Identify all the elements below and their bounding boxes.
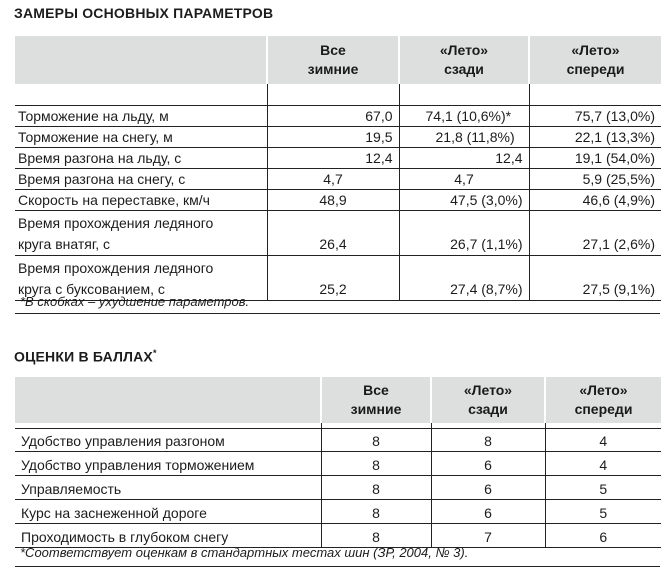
cell-summer-rear: 47,5 (3,0%) [399,189,529,210]
cell-summer-front: 75,7 (13,0%) [529,105,661,126]
cell-summer-rear: 12,4 [399,147,529,168]
row-label: Время прохождения ледяного круга внатяг, с [15,210,267,255]
cell-all-winter: 25,2 [267,255,399,300]
cell-all-winter: 8 [321,523,431,547]
cell-summer-rear: 6 [431,451,545,475]
row-label: Удобство управления торможением [15,451,321,475]
table-row [15,499,661,523]
table-row [15,189,661,210]
cell-summer-front: 22,1 (13,3%) [529,126,661,147]
scores-table [15,377,661,548]
cell-all-winter: 8 [321,451,431,475]
header-all-winter: Все зимние [267,36,399,84]
header-summer-front: «Лето» спереди [545,377,661,423]
cell-summer-front: 5 [545,499,661,523]
scores-footnote: *Соответствует оценкам в стандартных тестах шин (ЗР, 2004, № 3). [20,545,469,560]
header-summer-front: «Лето» спереди [529,36,661,84]
cell-summer-front: 4 [545,451,661,475]
cell-all-winter: 8 [321,428,431,451]
cell-all-winter: 67,0 [267,105,399,126]
row-label: Торможение на льду, м [15,105,267,126]
spacer-row [15,84,661,105]
cell-all-winter: 19,5 [267,126,399,147]
table-row [15,147,661,168]
cell-summer-rear: 26,7 (1,1%) [399,210,529,255]
table-row [15,523,661,547]
cell-all-winter: 12,4 [267,147,399,168]
measurements-footnote: *В скобках – ухудшение параметров. [20,294,250,309]
measurements-header-row [15,36,661,84]
row-label: Скорость на переставке, км/ч [15,189,267,210]
scores-footnote-divider [15,566,660,567]
measurements-table [15,36,661,301]
cell-summer-rear: 21,8 (11,8%) [399,126,529,147]
measurements-title: ЗАМЕРЫ ОСНОВНЫХ ПАРАМЕТРОВ [14,5,274,21]
table-row [15,475,661,499]
cell-summer-rear: 6 [431,475,545,499]
cell-summer-front: 46,6 (4,9%) [529,189,661,210]
table-row [15,428,661,451]
table-row [15,451,661,475]
cell-summer-front: 4 [545,428,661,451]
footnote-divider [15,313,660,314]
cell-summer-front: 27,5 (9,1%) [529,255,661,300]
row-label: Время разгона на снегу, с [15,168,267,189]
row-label: Управляемость [15,475,321,499]
cell-summer-rear: 4,7 [399,168,529,189]
cell-summer-rear: 8 [431,428,545,451]
cell-summer-front: 27,1 (2,6%) [529,210,661,255]
cell-summer-front: 5 [545,475,661,499]
row-label: Торможение на снегу, м [15,126,267,147]
table-row [15,126,661,147]
scores-header-row [15,377,661,423]
cell-summer-rear: 7 [431,523,545,547]
cell-all-winter: 8 [321,499,431,523]
cell-summer-rear: 27,4 (8,7%) [399,255,529,300]
row-label: Курс на заснеженной дороге [15,499,321,523]
row-label: Удобство управления разгоном [15,428,321,451]
cell-summer-rear: 74,1 (10,6%)* [399,105,529,126]
cell-all-winter: 26,4 [267,210,399,255]
scores-title: ОЦЕНКИ В БАЛЛАХ* [14,348,157,365]
row-label: Проходимость в глубоком снегу [15,523,321,547]
cell-summer-front: 19,1 (54,0%) [529,147,661,168]
row-label: Время разгона на льду, с [15,147,267,168]
header-blank [15,377,321,423]
cell-all-winter: 4,7 [267,168,399,189]
cell-all-winter: 8 [321,475,431,499]
header-summer-rear: «Лето» сзади [399,36,529,84]
table-row [15,105,661,126]
header-summer-rear: «Лето» сзади [431,377,545,423]
cell-summer-front: 5,9 (25,5%) [529,168,661,189]
table-row [15,210,661,255]
cell-summer-rear: 6 [431,499,545,523]
table-row [15,168,661,189]
cell-all-winter: 48,9 [267,189,399,210]
header-blank [15,36,267,84]
header-all-winter: Все зимние [321,377,431,423]
cell-summer-front: 6 [545,523,661,547]
row-label: Время прохождения ледяного круга с буксованием, с [15,255,267,300]
